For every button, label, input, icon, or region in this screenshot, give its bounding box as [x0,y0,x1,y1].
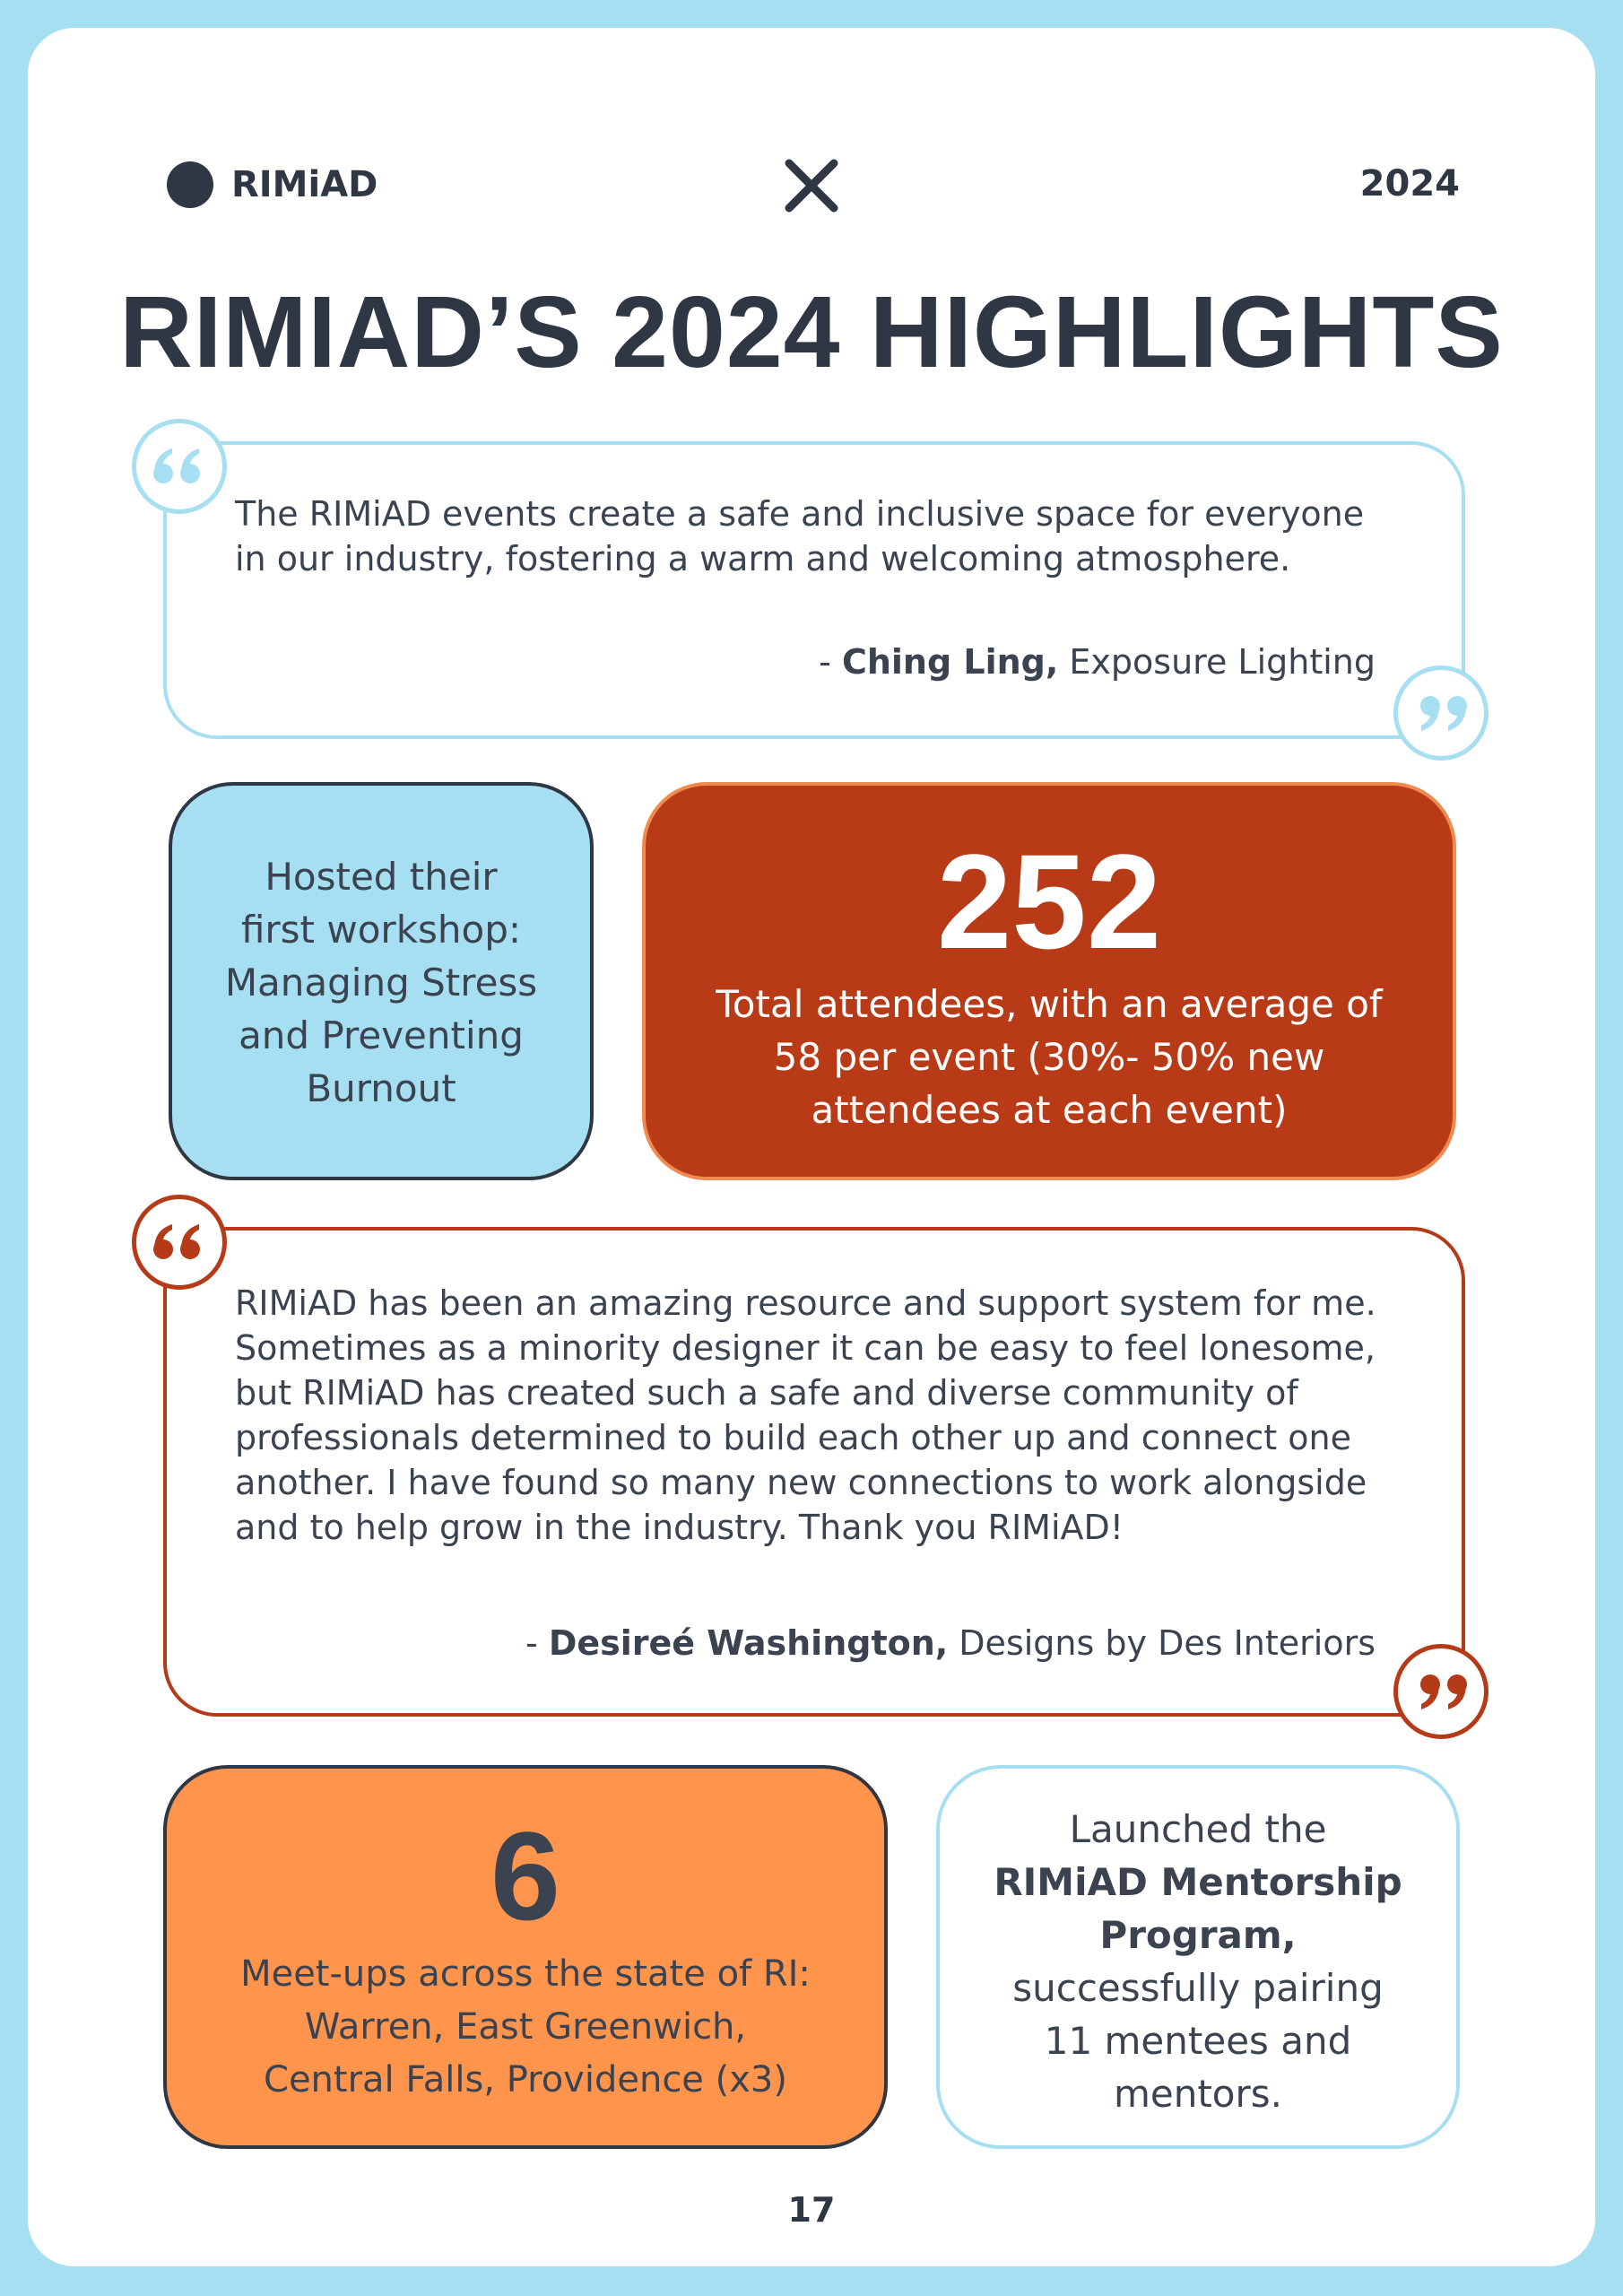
quote-text: The RIMiAD events create a safe and inclusive space for everyone in our industry, fostering a warm and welcoming atmosphere. [235,494,1365,578]
mentorship-line: Launched the [1069,1807,1327,1851]
quote-author: Desireé Washington, [548,1623,949,1663]
workshop-line: Burnout [306,1066,456,1110]
quote-attribution: - Ching Ling, Exposure Lighting [819,642,1376,682]
brand-name: RIMiAD [231,164,378,205]
page-title: RIMIAD’S 2024 HIGHLIGHTS [119,275,1504,388]
quote-text: RIMiAD has been an amazing resource and support system for me. Sometimes as a minority designer it can be easy to feel lonesome, but RIMiAD has created such a safe and diverse community of professionals determined to build each other up and connect one another. I have found so many new connections to work alongside and to help grow in the industry. Thank you RIMiAD! [235,1283,1376,1547]
page-number: 17 [787,2190,836,2230]
mentorship-line: successfully pairing [1012,1966,1384,2010]
open-quote-icon [132,419,227,514]
mentorship-line: 11 mentees and [1044,2019,1352,2063]
close-quote-icon [1393,665,1488,761]
attendees-number: 252 [936,826,1162,977]
attendees-line: attendees at each event) [811,1088,1288,1132]
workshop-line: and Preventing [239,1013,524,1057]
meetups-card [163,1765,888,2149]
mentorship-line: mentors. [1113,2072,1283,2116]
close-quote-icon [1393,1644,1488,1739]
meetups-line: Meet-ups across the state of RI: [240,1953,811,1995]
meetups-description [167,1948,884,2107]
close-icon [780,154,843,217]
workshop-line: Hosted their [265,855,498,899]
quote-company: Designs by Des Interiors [948,1623,1376,1663]
attendees-card [642,782,1456,1180]
workshop-line: Managing Stress [224,961,538,1004]
mentorship-card [936,1765,1460,2149]
workshop-card [169,782,594,1180]
quote-author: Ching Ling, [841,642,1059,682]
quote-company: Exposure Lighting [1058,642,1376,682]
brand-logo-dot [167,161,213,208]
brand [167,161,378,208]
meetups-line: Central Falls, Providence (x3) [264,2059,787,2100]
workshop-line: first workshop: [240,908,522,952]
mentorship-program-name: RIMiAD Mentorship [994,1860,1402,1904]
meetups-line: Warren, East Greenwich, [304,2006,747,2048]
attendees-line: Total attendees, with an average of [716,982,1383,1026]
attendees-line: 58 per event (30%- 50% new [773,1035,1325,1079]
testimonial-ching-ling [163,441,1465,739]
meetups-number: 6 [490,1805,560,1946]
quote-attribution: - Desireé Washington, Designs by Des Interiors [525,1623,1376,1663]
mentorship-program-name: Program, [1099,1913,1297,1957]
attendees-description [646,978,1453,1136]
testimonial-desiree-washington [163,1227,1465,1717]
year-label: 2024 [1359,163,1460,204]
open-quote-icon [132,1195,227,1290]
